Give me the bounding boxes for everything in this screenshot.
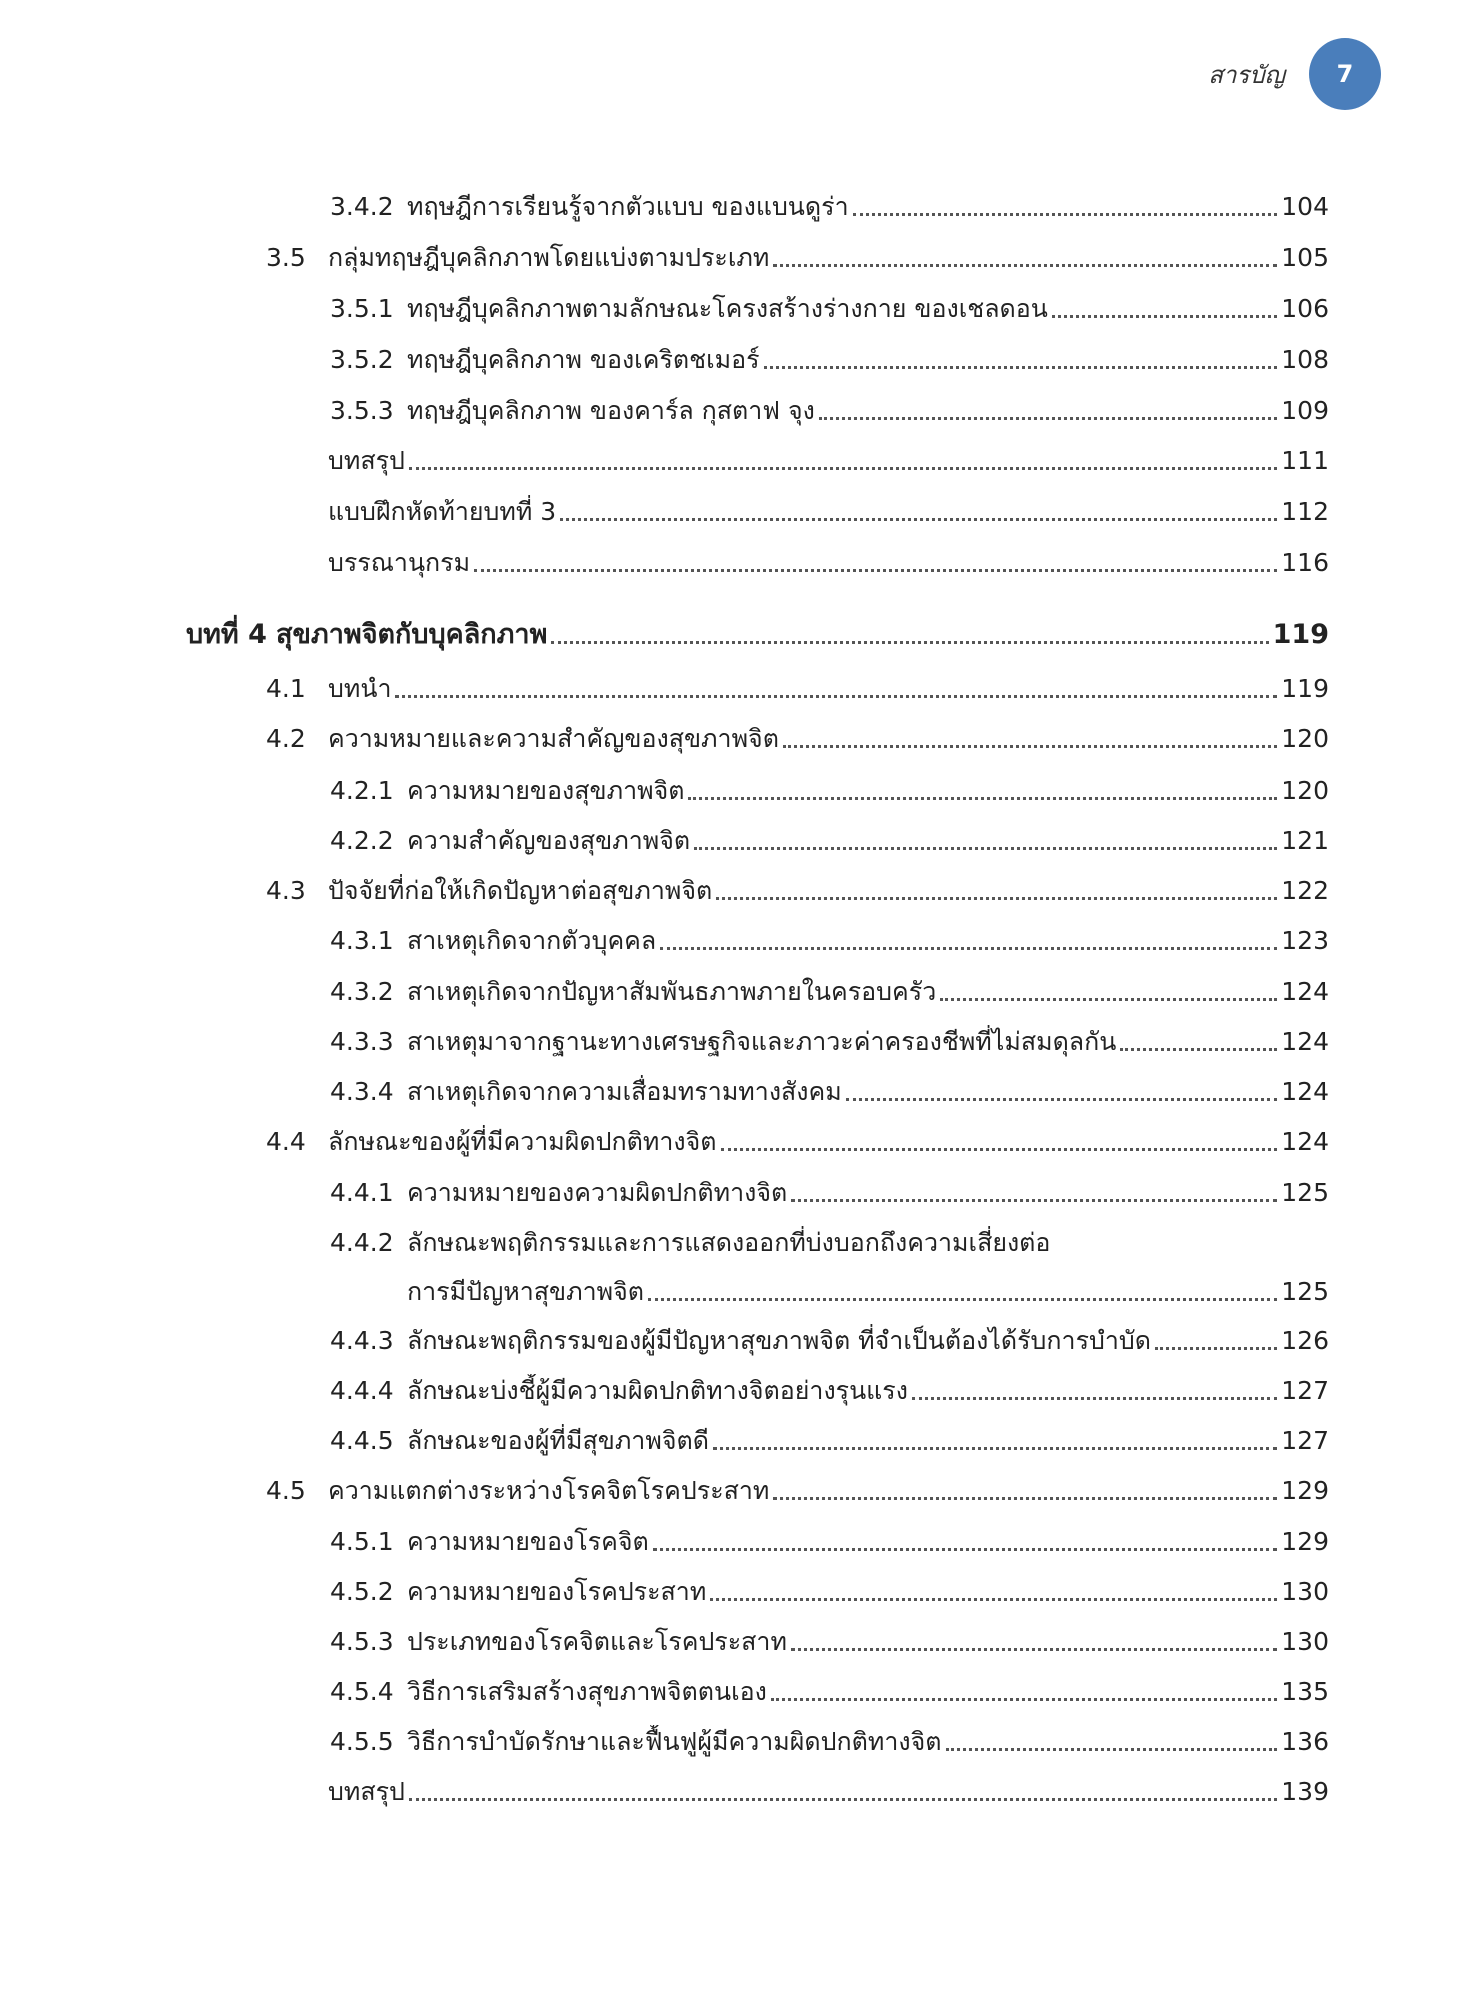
toc-entry-title: ลักษณะพฤติกรรมของผู้มีปัญหาสุขภาพจิต ที่จำเป็นต้องได้รับการบำบัด <box>407 1326 1152 1355</box>
toc-entry-number: 4.5.5 <box>330 1727 394 1756</box>
toc-entry <box>330 1176 1329 1210</box>
toc-entry <box>330 1625 1329 1659</box>
dot-leader <box>783 745 1277 748</box>
toc-entry-title-continued: การมีปัญหาสุขภาพจิต <box>407 1277 644 1306</box>
toc-entry-number: 4.4.2 <box>330 1228 394 1257</box>
toc-entry-page: 123 <box>1281 926 1329 955</box>
dot-leader <box>653 1548 1278 1551</box>
dot-leader <box>551 641 1268 644</box>
toc-entry-page: 124 <box>1281 977 1329 1006</box>
dot-leader <box>773 264 1277 267</box>
toc-entry-number: 4.5.3 <box>330 1627 394 1656</box>
toc-entry-number: 3.4.2 <box>330 192 394 221</box>
dot-leader <box>853 213 1278 216</box>
toc-entry-number: 4.4.5 <box>330 1426 394 1455</box>
toc-entry-title: ความหมายและความสำคัญของสุขภาพจิต <box>328 724 779 753</box>
toc-entry-page: 109 <box>1281 396 1329 425</box>
dot-leader <box>688 797 1277 800</box>
toc-entry-page: 105 <box>1281 243 1329 272</box>
toc-entry-number: 4.5.1 <box>330 1527 394 1556</box>
dot-leader <box>773 1497 1277 1500</box>
dot-leader <box>791 1199 1277 1202</box>
dot-leader <box>713 1447 1277 1450</box>
toc-entry <box>266 672 1329 706</box>
toc-entry <box>330 292 1329 326</box>
toc-entry <box>266 1474 1329 1508</box>
dot-leader <box>771 1698 1277 1701</box>
dot-leader <box>912 1397 1277 1400</box>
page-number: 7 <box>1336 60 1354 88</box>
toc-entry <box>330 774 1329 808</box>
running-header-label: สารบัญ <box>1208 60 1285 89</box>
toc-entry <box>330 1525 1329 1559</box>
dot-leader <box>940 998 1277 1001</box>
toc-entry-page: 125 <box>1281 1277 1329 1306</box>
toc-entry-page: 124 <box>1281 1077 1329 1106</box>
toc-entry <box>330 1226 1329 1260</box>
toc-entry-title: สาเหตุมาจากฐานะทางเศรษฐกิจและภาวะค่าครองชีพที่ไม่สมดุลกัน <box>407 1027 1117 1056</box>
toc-entry-number: 4.2.2 <box>330 826 394 855</box>
dot-leader <box>409 467 1277 470</box>
dot-leader <box>395 695 1277 698</box>
dot-leader <box>660 947 1277 950</box>
dot-leader <box>1052 315 1277 318</box>
page-header <box>1208 38 1381 110</box>
toc-entry-title: ลักษณะของผู้ที่มีสุขภาพจิตดี <box>407 1426 709 1455</box>
toc-entry-page: 124 <box>1281 1127 1329 1156</box>
dot-leader <box>409 1798 1277 1801</box>
page-number-badge <box>1309 38 1381 110</box>
toc-entry-page: 111 <box>1281 446 1329 475</box>
toc-entry-title: ลักษณะบ่งชี้ผู้มีความผิดปกติทางจิตอย่างรุนแรง <box>407 1376 908 1405</box>
toc-entry-page: 120 <box>1281 724 1329 753</box>
toc-entry-number: 4.2.1 <box>330 776 394 805</box>
toc-entry-title: ลักษณะพฤติกรรมและการแสดงออกที่บ่งบอกถึงความเสี่ยงต่อ <box>407 1228 1051 1257</box>
dot-leader <box>694 847 1277 850</box>
toc-entry-number: 3.5.3 <box>330 396 394 425</box>
toc-entry-page: 121 <box>1281 826 1329 855</box>
toc-entry-page: 119 <box>1272 619 1329 650</box>
toc-entry <box>330 394 1329 428</box>
dot-leader <box>710 1598 1277 1601</box>
toc-entry <box>330 1075 1329 1109</box>
toc-entry <box>266 722 1329 756</box>
toc-entry <box>330 1025 1329 1059</box>
toc-entry-number: 3.5.2 <box>330 345 394 374</box>
toc-entry-number: 4.4 <box>266 1127 306 1156</box>
toc-entry-number: 3.5 <box>266 243 306 272</box>
toc-entry-number: 4.4.3 <box>330 1326 394 1355</box>
toc-entry-page: 122 <box>1281 876 1329 905</box>
toc-entry-number: บทที่ 4 <box>186 619 267 650</box>
toc-entry <box>330 1324 1329 1358</box>
toc-entry-page: 116 <box>1281 548 1329 577</box>
toc-entry-page: 129 <box>1281 1476 1329 1505</box>
toc-entry-page: 127 <box>1281 1376 1329 1405</box>
toc-entry-page: 125 <box>1281 1178 1329 1207</box>
toc-entry-page: 119 <box>1281 674 1329 703</box>
toc-entry-title: สุขภาพจิตกับบุคลิกภาพ <box>276 619 548 650</box>
toc-entry-title: บทสรุป <box>328 446 405 475</box>
toc-entry-page: 112 <box>1281 497 1329 526</box>
toc-entry-page: 130 <box>1281 1627 1329 1656</box>
toc-entry-number: 4.3 <box>266 876 306 905</box>
dot-leader <box>764 366 1278 369</box>
toc-entry-title: บรรณานุกรม <box>328 548 471 577</box>
toc-entry-page: 124 <box>1281 1027 1329 1056</box>
toc-entry-number: 4.3.1 <box>330 926 394 955</box>
toc-entry-number: 4.3.3 <box>330 1027 394 1056</box>
toc-entry-number: 4.3.4 <box>330 1077 394 1106</box>
toc-entry-page: 129 <box>1281 1527 1329 1556</box>
toc-entry-title: ความหมายของความผิดปกติทางจิต <box>407 1178 788 1207</box>
toc-entry-number: 4.1 <box>266 674 306 703</box>
toc-entry-number: 4.5 <box>266 1476 306 1505</box>
toc-entry-page: 120 <box>1281 776 1329 805</box>
dot-leader <box>1155 1347 1277 1350</box>
toc-entry-title: แบบฝึกหัดท้ายบทที่ 3 <box>328 497 557 526</box>
toc-entry <box>330 1424 1329 1458</box>
toc-entry-page: 130 <box>1281 1577 1329 1606</box>
toc-entry <box>266 241 1329 275</box>
toc-entry <box>266 874 1329 908</box>
toc-entry <box>266 546 1329 580</box>
toc-entry <box>330 975 1329 1009</box>
toc-entry <box>266 1125 1329 1159</box>
toc-entry-page: 136 <box>1281 1727 1329 1756</box>
toc-entry <box>186 618 1329 652</box>
toc-entry-number: 4.2 <box>266 724 306 753</box>
toc-entry-page: 127 <box>1281 1426 1329 1455</box>
toc-entry <box>266 444 1329 478</box>
toc-entry-title: ทฤษฎีการเรียนรู้จากตัวแบบ ของแบนดูร่า <box>407 192 849 221</box>
toc-entry-title: ความหมายของโรคจิต <box>407 1527 649 1556</box>
dot-leader <box>560 518 1277 521</box>
toc-entry-title: ประเภทของโรคจิตและโรคประสาท <box>407 1627 787 1656</box>
toc-entry-number: 3.5.1 <box>330 294 394 323</box>
toc-entry-page: 108 <box>1281 345 1329 374</box>
dot-leader <box>1120 1048 1277 1051</box>
toc-entry-title: วิธีการเสริมสร้างสุขภาพจิตตนเอง <box>407 1677 767 1706</box>
toc-entry-page: 135 <box>1281 1677 1329 1706</box>
toc-entry-number: 4.3.2 <box>330 977 394 1006</box>
toc-entry-title: สาเหตุเกิดจากความเสื่อมทรามทางสังคม <box>407 1077 842 1106</box>
toc-entry <box>266 1775 1329 1809</box>
toc-entry <box>330 924 1329 958</box>
dot-leader <box>846 1098 1278 1101</box>
toc-entry-title: บทสรุป <box>328 1777 405 1806</box>
dot-leader <box>716 897 1277 900</box>
dot-leader <box>791 1648 1277 1651</box>
toc-entry-title: วิธีการบำบัดรักษาและฟื้นฟูผู้มีความผิดปกติทางจิต <box>407 1727 942 1756</box>
toc-entry-title: ทฤษฎีบุคลิกภาพ ของคาร์ล กุสตาฟ จุง <box>407 396 815 425</box>
toc-entry <box>330 343 1329 377</box>
toc-entry-number: 4.5.4 <box>330 1677 394 1706</box>
toc-entry-title: สาเหตุเกิดจากตัวบุคคล <box>407 926 657 955</box>
toc-entry-page: 104 <box>1281 192 1329 221</box>
toc-entry-title: ความแตกต่างระหว่างโรคจิตโรคประสาท <box>328 1476 770 1505</box>
dot-leader <box>648 1298 1277 1301</box>
toc-entry-title: ทฤษฎีบุคลิกภาพ ของเคริตชเมอร์ <box>407 345 760 374</box>
toc-entry <box>330 1575 1329 1609</box>
toc-entry <box>330 1374 1329 1408</box>
toc-entry-title: ความหมายของโรคประสาท <box>407 1577 707 1606</box>
toc-entry-continuation <box>407 1275 1329 1309</box>
dot-leader <box>474 569 1277 572</box>
toc-entry-page: 139 <box>1281 1777 1329 1806</box>
toc-entry-title: กลุ่มทฤษฎีบุคลิกภาพโดยแบ่งตามประเภท <box>328 243 770 272</box>
toc-entry-title: บทนำ <box>328 674 392 703</box>
toc-entry-title: ปัจจัยที่ก่อให้เกิดปัญหาต่อสุขภาพจิต <box>328 876 713 905</box>
toc-entry-number: 4.4.4 <box>330 1376 394 1405</box>
toc-entry-title: ทฤษฎีบุคลิกภาพตามลักษณะโครงสร้างร่างกาย ของเชลดอน <box>407 294 1048 323</box>
dot-leader <box>946 1748 1278 1751</box>
toc-entry <box>330 824 1329 858</box>
toc-entry-title: ลักษณะของผู้ที่มีความผิดปกติทางจิต <box>328 1127 717 1156</box>
toc-entry-number: 4.5.2 <box>330 1577 394 1606</box>
toc-entry <box>266 495 1329 529</box>
toc-entry <box>330 190 1329 224</box>
toc-entry-title: ความหมายของสุขภาพจิต <box>407 776 685 805</box>
toc-entry-page: 106 <box>1281 294 1329 323</box>
dot-leader <box>721 1148 1278 1151</box>
dot-leader <box>819 417 1277 420</box>
toc-entry-title: ความสำคัญของสุขภาพจิต <box>407 826 691 855</box>
toc-entry-title: สาเหตุเกิดจากปัญหาสัมพันธภาพภายในครอบครัว <box>407 977 937 1006</box>
toc-entry-number: 4.4.1 <box>330 1178 394 1207</box>
toc-entry-page: 126 <box>1281 1326 1329 1355</box>
toc-entry <box>330 1675 1329 1709</box>
toc-entry <box>330 1725 1329 1759</box>
